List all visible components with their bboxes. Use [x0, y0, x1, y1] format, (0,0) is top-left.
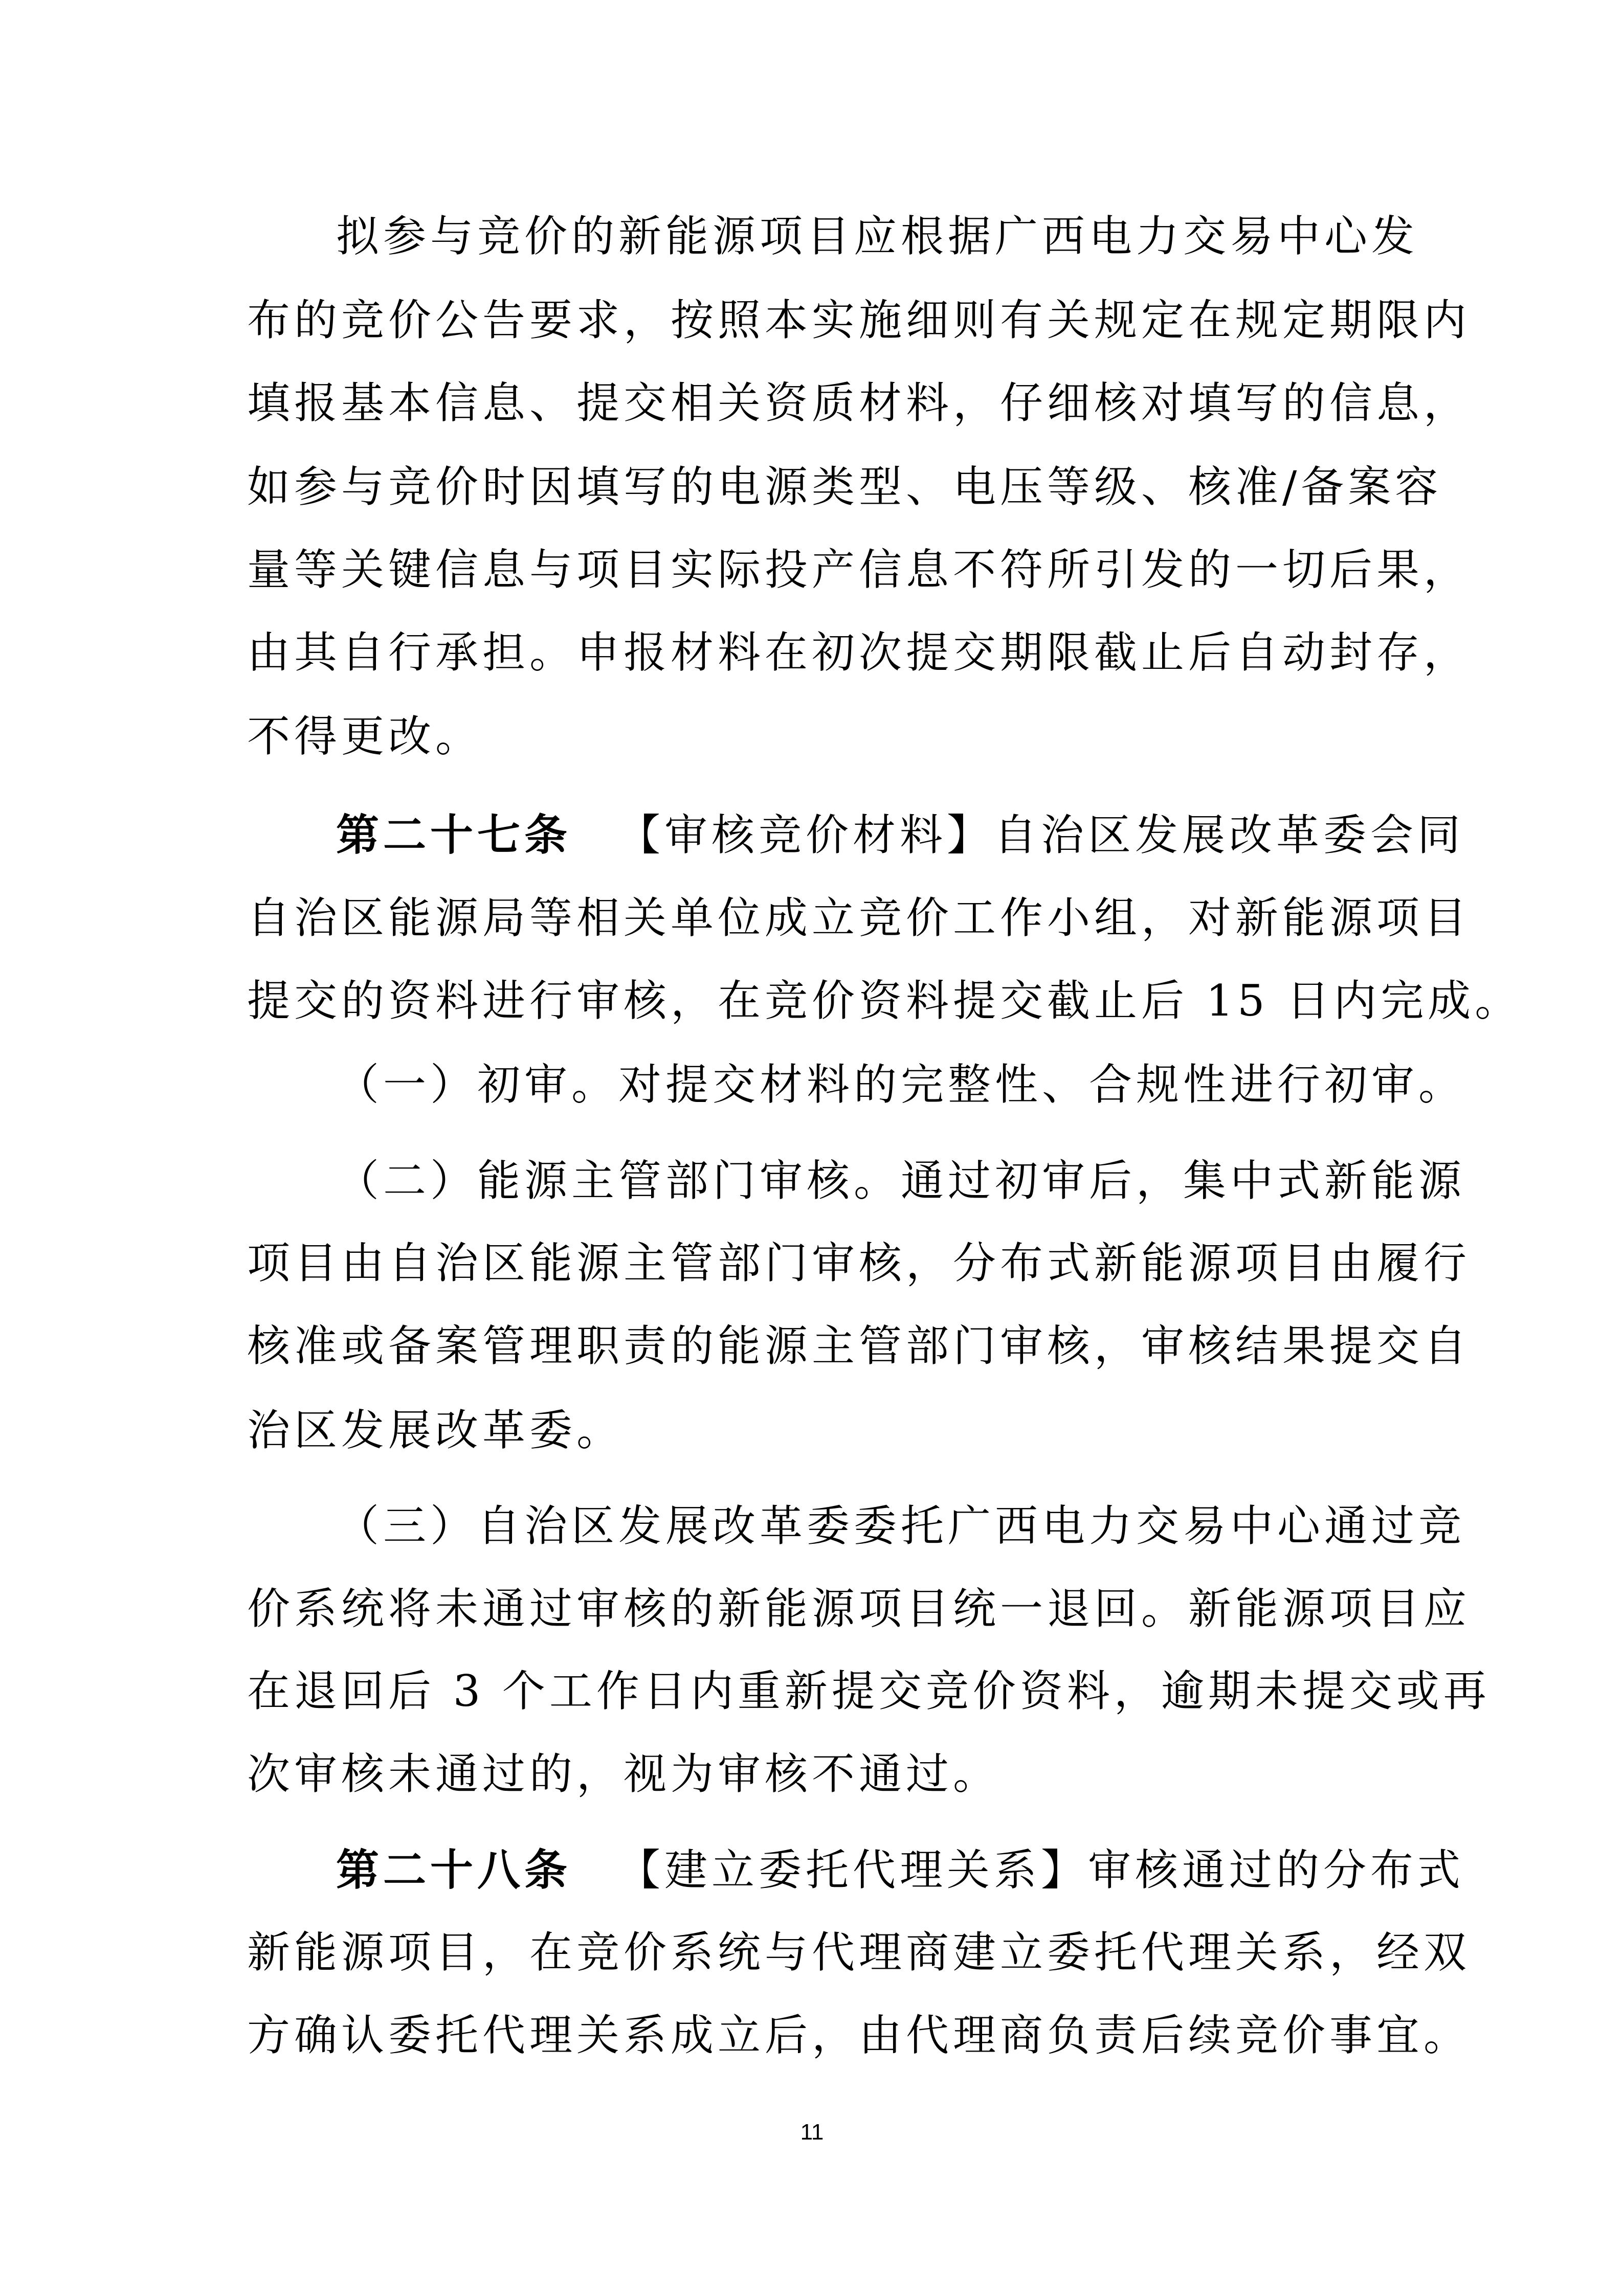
item-2-line-4: 治区发展改革委。	[247, 1405, 624, 1455]
article-27-first-line	[336, 809, 1465, 861]
item-2-line-2: 项目由自治区能源主管部门审核，分布式新能源项目由履行	[247, 1238, 1471, 1288]
item-2-line-1: （二）能源主管部门审核。通过初审后，集中式新能源	[336, 1156, 1466, 1206]
paragraph-1-line-3: 填报基本信息、提交相关资质材料，仔细核对填写的信息，	[247, 378, 1471, 428]
paragraph-1-line-6: 由其自行承担。申报材料在初次提交期限截止后自动封存，	[247, 627, 1471, 678]
page-number: 11	[800, 2120, 824, 2145]
paragraph-1-line-5: 量等关键信息与项目实际投产信息不符所引发的一切后果，	[247, 545, 1471, 595]
article-28-first-line	[336, 1844, 1465, 1896]
paragraph-1-line-2: 布的竞价公告要求，按照本实施细则有关规定在规定期限内	[247, 295, 1471, 345]
item-3-line-4: 次审核未通过的，视为审核不通过。	[247, 1749, 1000, 1799]
article-28-line-2: 新能源项目，在竞价系统与代理商建立委托代理关系，经双	[247, 1927, 1471, 1977]
article-27-number: 第二十七条	[336, 809, 572, 860]
paragraph-1-line-4: 如参与竞价时因填写的电源类型、电压等级、核准/备案容	[247, 462, 1442, 512]
article-28-title-and-text: 【建立委托代理关系】审核通过的分布式	[617, 1845, 1465, 1895]
item-3-line-2: 价系统将未通过审核的新能源项目统一退回。新能源项目应	[247, 1584, 1471, 1634]
article-27-line-2: 自治区能源局等相关单位成立竞价工作小组，对新能源项目	[247, 893, 1471, 943]
article-28-number: 第二十八条	[336, 1844, 572, 1895]
article-27-title-and-text: 【审核竞价材料】自治区发展改革委会同	[617, 810, 1465, 860]
item-3-line-1: （三）自治区发展改革委委托广西电力交易中心通过竞	[336, 1501, 1466, 1551]
article-27-line-3: 提交的资料进行审核，在竞价资料提交截止后 15 日内完成。	[247, 976, 1522, 1026]
item-2-line-3: 核准或备案管理职责的能源主管部门审核，审核结果提交自	[247, 1321, 1471, 1371]
article-28-line-3: 方确认委托代理关系成立后，由代理商负责后续竞价事宜。	[247, 2010, 1471, 2060]
paragraph-1-line-7: 不得更改。	[247, 711, 483, 761]
paragraph-1-line-1: 拟参与竞价的新能源项目应根据广西电力交易中心发	[336, 211, 1419, 261]
item-1-line-1: （一）初审。对提交材料的完整性、合规性进行初审。	[336, 1060, 1466, 1110]
item-3-line-3: 在退回后 3 个工作日内重新提交竞价资料，逾期未提交或再	[247, 1666, 1490, 1716]
